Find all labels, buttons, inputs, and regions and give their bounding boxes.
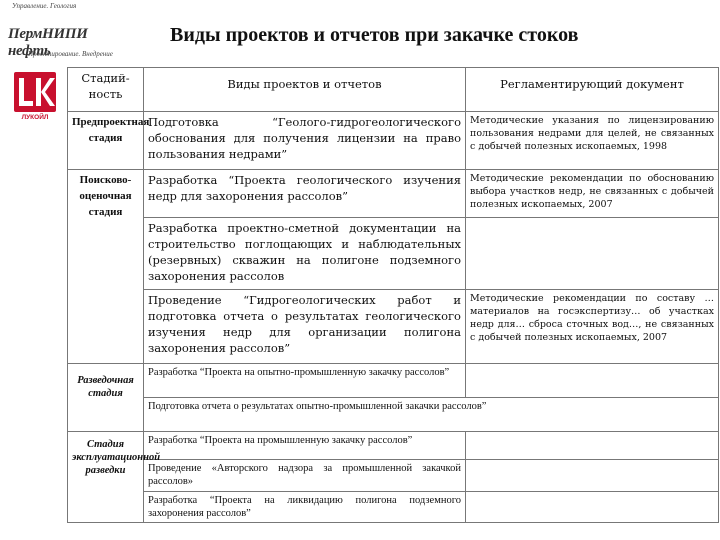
table-row xyxy=(68,218,719,290)
table-row xyxy=(68,398,719,432)
document-cell: Методические указания по лицензированию пользования недрами для целей, не связанных с добычей полезных ископаемых, 1998 xyxy=(466,112,719,170)
company-logo-permnipi xyxy=(6,2,126,64)
document-cell xyxy=(466,492,719,523)
project-cell: Разработка проектно-сметной документации на строительство поглощающих и наблюдательных (резервных) скважин на полигоне подземного захоронения рассолов xyxy=(144,218,466,290)
lukoil-logo-text: ЛУКОЙЛ xyxy=(21,114,49,121)
projects-table xyxy=(67,67,719,523)
header-document: Регламентирующий документ xyxy=(466,68,719,112)
header-stage: Стадий-ность xyxy=(68,68,144,112)
table-row xyxy=(68,170,719,218)
table-row xyxy=(68,364,719,398)
project-cell: Проведение “Гидрогеологических работ и подготовка отчета о результатах геологического изучения недр для организации полигона захоронения рассолов” xyxy=(144,290,466,364)
stage-cell: Стадия эксплуатационной разведки xyxy=(68,432,144,523)
project-cell: Разработка “Проекта геологического изучения недр для захоронения рассолов” xyxy=(144,170,466,218)
table-row xyxy=(68,432,719,460)
table-row xyxy=(68,492,719,523)
document-cell: Методические рекомендации по составу … материалов на госэкспертизу… об участках недр для… сброса сточных вод…, не связанных с добычей полезных ископаемых, 2007 xyxy=(466,290,719,364)
document-cell: Методические рекомендации по обоснованию выбора участков недр, не связанных с добычей полезных ископаемых, 2007 xyxy=(466,170,719,218)
table-row xyxy=(68,112,719,170)
lukoil-logo-icon xyxy=(10,70,60,114)
table-row xyxy=(68,290,719,364)
page-title: Виды проектов и отчетов при закачке стоков xyxy=(170,24,579,46)
project-cell: Проведение «Авторского надзора за промышленной закачкой рассолов» xyxy=(144,460,466,492)
logo-line-3: Проектирование. Внедрение xyxy=(28,50,113,58)
table-row xyxy=(68,460,719,492)
table-header-row xyxy=(68,68,719,112)
lukoil-logo xyxy=(10,70,60,130)
stage-cell: Предпроектная стадия xyxy=(68,112,144,170)
document-cell xyxy=(466,364,719,398)
project-cell: Подготовка отчета о результатах опытно-промышленной закачки рассолов” xyxy=(144,398,719,432)
project-cell: Подготовка “Геолого-гидрогеологического обоснования для получения лицензии на право пользования недрами” xyxy=(144,112,466,170)
project-cell: Разработка “Проекта на ликвидацию полигона подземного захоронения рассолов” xyxy=(144,492,466,523)
logo-line-2: ПермНИПИ нефть xyxy=(8,26,88,59)
document-cell xyxy=(466,460,719,492)
document-cell xyxy=(466,218,719,290)
project-cell: Разработка “Проекта на промышленную закачку рассолов” xyxy=(144,432,466,460)
stage-cell: Разведочная стадия xyxy=(68,364,144,432)
logo-line-1: Управление. Геология xyxy=(12,2,77,10)
project-cell: Разработка “Проекта на опытно-промышленную закачку рассолов” xyxy=(144,364,466,398)
header-projects: Виды проектов и отчетов xyxy=(144,68,466,112)
stage-cell: Поисково-оценочная стадия xyxy=(68,170,144,364)
document-cell xyxy=(466,432,719,460)
